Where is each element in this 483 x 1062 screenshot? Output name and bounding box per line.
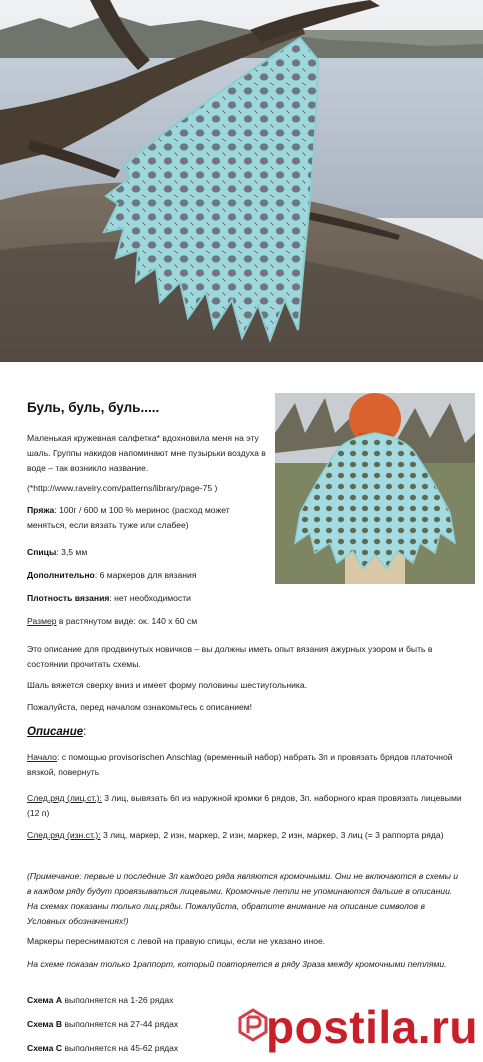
- scheme-b-text: выполняется на 27-44 рядах: [62, 1019, 179, 1029]
- gauge-label: Плотность вязания: [27, 593, 110, 603]
- scheme-c-label: Схема С: [27, 1043, 63, 1053]
- yarn-text: : 100г / 600 м 100 % меринос (расход может меняться, если вязать туже или слабее): [27, 505, 230, 530]
- scheme-a-label: Схема А: [27, 995, 63, 1005]
- shawl-photo-top: [0, 0, 483, 362]
- needles-line: [27, 545, 267, 560]
- intro-paragraph: Маленькая кружевная салфетка* вдохновила меня на эту шаль. Группы накидов напоминают мне пузырьки воздуха в воде – так возникло название.: [27, 433, 266, 473]
- extra-label: Дополнительно: [27, 570, 95, 580]
- size-line: [27, 614, 267, 629]
- needles-text: : 3,5 мм: [56, 547, 88, 557]
- postila-logo-icon: [236, 1008, 270, 1042]
- section-heading: [27, 726, 86, 738]
- paragraph-level: Это описание для продвинутых новичков – вы должны иметь опыт вязания ажурных узором и быть в состоянии прочитать схемы.: [27, 644, 433, 669]
- row1-text: 3 лиц, вывязать 6п из наружной кромки 6 рядов, 3п. наборного края провязать лицевыми (12 п): [27, 793, 462, 818]
- extra-line: [27, 568, 267, 583]
- row2-label: След.ряд (изн.ст.):: [27, 830, 101, 840]
- size-label: Размер: [27, 616, 57, 626]
- watermark: postila.ru: [266, 1001, 479, 1053]
- edge-stitch-note: (Примечание: первые и последние 3п каждого ряда являются кромочными. Они не включаются в схемы и в каждом ряду будут провязываться лицевыми. Кромочные петли не упоминаются дальше в описании. На схемах показаны только лиц.ряды. Пожалуйста, обратите внимание на описание символов в Условных обозначениях!): [27, 871, 459, 926]
- row2-text: 3 лиц, маркер, 2 изн, маркер, 2 изн, маркер, 2 изн, маркер, 3 лиц (= 3 раппорта ряда): [100, 830, 444, 840]
- row1-label: След.ряд (лиц.ст.):: [27, 793, 102, 803]
- scheme-a-text: выполняется на 1-26 рядах: [62, 995, 174, 1005]
- shawl-photo-worn: [275, 393, 475, 584]
- row1-line: [27, 791, 462, 821]
- start-label: Начало: [27, 752, 57, 762]
- start-line: [27, 750, 462, 780]
- scheme-b-line: [27, 1017, 178, 1032]
- section-colon: :: [83, 726, 87, 738]
- gauge-text: : нет необходимости: [109, 593, 191, 603]
- gauge-line: [27, 591, 267, 606]
- markers-line: Маркеры переснимаются с левой на правую спицы, если не указано иное.: [27, 936, 326, 946]
- scheme-repeat-note: На схеме показан только 1раппорт, который повторяется в ряду 3раза между кромочными петлями.: [27, 959, 447, 969]
- scheme-a-line: [27, 993, 173, 1008]
- yarn-label: Пряжа: [27, 505, 55, 515]
- document-title: Буль, буль, буль.....: [27, 400, 160, 415]
- scheme-c-line: [27, 1041, 178, 1056]
- section-label: Описание: [27, 726, 84, 738]
- extra-text: : 6 маркеров для вязания: [94, 570, 197, 580]
- row2-line: [27, 828, 462, 843]
- paragraph-shape: Шаль вяжется сверху вниз и имеет форму половины шестиугольника.: [27, 680, 308, 690]
- scheme-b-label: Схема В: [27, 1019, 63, 1029]
- start-text: : с помощью provisorischen Anschlag (временный набор) набрать 3п и провязать брядов платочной вязкой, повернуть: [27, 752, 453, 777]
- source-link[interactable]: (*http://www.ravelry.com/patterns/library/page-75 ): [27, 483, 218, 493]
- paragraph-read-first: Пожалуйста, перед началом ознакомьтесь с описанием!: [27, 702, 253, 712]
- yarn-line: [27, 503, 267, 533]
- needles-label: Спицы: [27, 547, 57, 557]
- scheme-c-text: выполняется на 45-62 рядах: [62, 1043, 179, 1053]
- size-text: в растянутом виде: ок. 140 х 60 см: [56, 616, 198, 626]
